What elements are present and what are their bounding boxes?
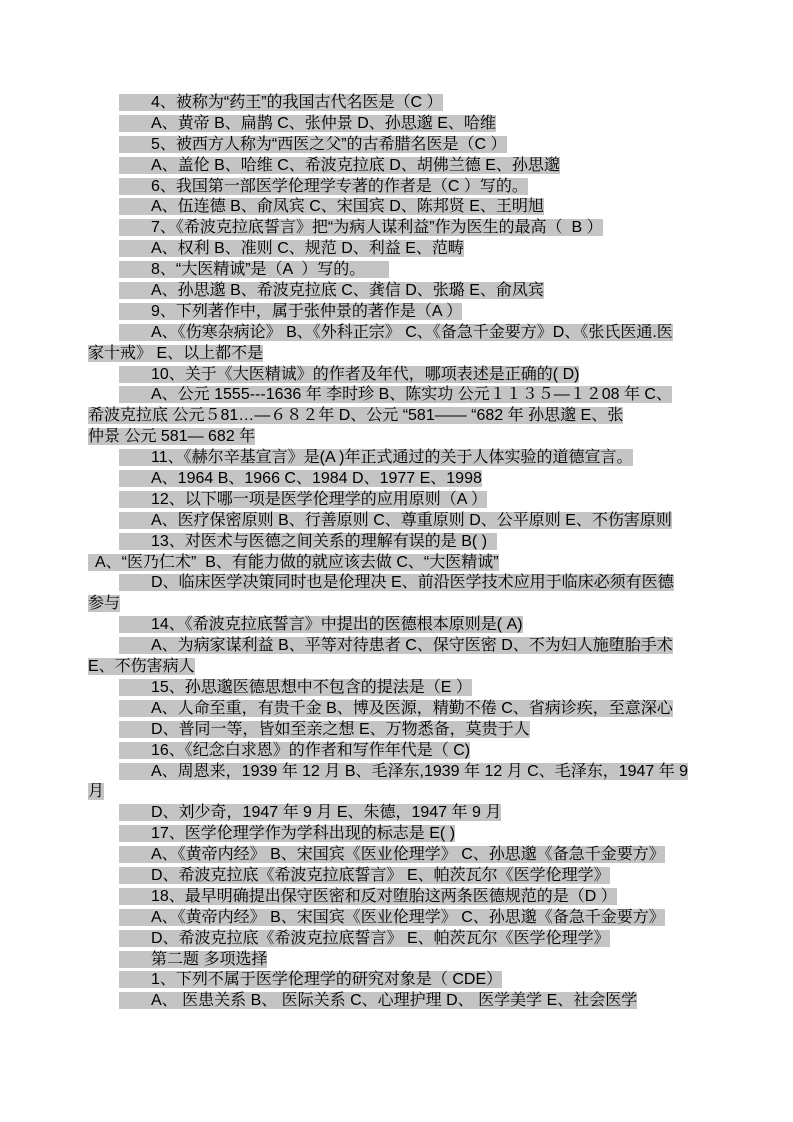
text-line: [88, 720, 718, 741]
text-line: [88, 365, 718, 386]
text-line: [88, 887, 718, 908]
highlighted-text: A、 医患关系 B、 医际关系 C、心理护理 D、 医学美学 E、社会医学: [119, 992, 637, 1009]
highlighted-text: 7、《希波克拉底誓言》把“为病人谋利益”作为医生的最高（ B ）: [119, 219, 603, 236]
highlighted-text: A、黄帝 B、扁鹊 C、张仲景 D、孙思邈 E、哈维: [119, 115, 496, 132]
text-line: [88, 406, 718, 427]
highlighted-text: A、1964 B、1966 C、1984 D、1977 E、1998: [119, 470, 482, 487]
highlighted-text: 月: [88, 783, 105, 801]
text-line: [88, 594, 718, 615]
text-line: [88, 741, 718, 762]
highlighted-text: D、希波克拉底《希波克拉底誓言》 E、帕茨瓦尔《医学伦理学》: [119, 867, 610, 884]
highlighted-text: 希波克拉底 公元５81…—６８２年 D、公元 “581—— “682 年 孙思邈 E、张: [88, 407, 624, 425]
highlighted-text: A、伍连德 B、俞凤宾 C、宋国宾 D、陈邦贤 E、王明旭: [119, 198, 544, 215]
highlighted-text: A、《黄帝内经》 B、宋国宾《医业伦理学》 C、孙思邈《备急千金要方》: [119, 909, 665, 926]
highlighted-text: A、盖伦 B、哈维 C、希波克拉底 D、胡佛兰德 E、孙思邈: [119, 157, 560, 174]
highlighted-text: A、“医乃仁术” B、有能力做的就应该去做 C、“大医精诚”: [88, 554, 499, 571]
text-line: [88, 323, 718, 344]
text-line: [88, 845, 718, 866]
highlighted-text: A、《伤寒杂病论》 B、《外科正宗》 C、《备急千金要方》D、《张氏医通.医: [119, 324, 673, 341]
text-line: [88, 678, 718, 699]
text-line: [88, 469, 718, 490]
highlighted-text: D、希波克拉底《希波克拉底誓言》 E、帕茨瓦尔《医学伦理学》: [119, 930, 610, 947]
text-line: [88, 991, 718, 1012]
highlighted-text: A、《黄帝内经》 B、宋国宾《医业伦理学》 C、孙思邈《备急千金要方》: [119, 846, 665, 863]
text-line: [88, 427, 718, 448]
highlighted-text: 8、“大医精诚”是（A ）写的。: [119, 261, 389, 278]
text-line: [88, 803, 718, 824]
text-line: [88, 281, 718, 302]
highlighted-text: A、公元 1555---1636 年 李时珍 B、陈实功 公元１１３５—１２08 年 C、: [119, 386, 672, 403]
text-line: [88, 636, 718, 657]
highlighted-text: 第二题 多项选择: [119, 951, 267, 968]
highlighted-text: D、临床医学决策同时也是伦理决 E、前沿医学技术应用于临床必须有医德: [119, 574, 674, 591]
text-line: [88, 260, 718, 281]
text-line: [88, 448, 718, 469]
text-line: [88, 950, 718, 971]
highlighted-text: A、权利 B、准则 C、规范 D、利益 E、范畴: [119, 240, 464, 257]
text-line: [88, 135, 718, 156]
text-line: [88, 197, 718, 218]
text-line: [88, 156, 718, 177]
highlighted-text: A、人命至重，有贵千金 B、博及医源，精勤不倦 C、省病诊疾，至意深心: [119, 700, 673, 717]
highlighted-text: D、普同一等，皆如至亲之想 E、万物悉备，莫贵于人: [119, 721, 530, 738]
text-line: [88, 114, 718, 135]
highlighted-text: A、为病家谋利益 B、平等对待患者 C、保守医密 D、不为妇人施堕胎手术: [119, 637, 673, 654]
highlighted-text: 9、下列著作中，属于张仲景的著作是（A ）: [119, 303, 462, 320]
highlighted-text: D、刘少奇，1947 年 9 月 E、朱德，1947 年 9 月: [119, 804, 501, 821]
text-line: [88, 615, 718, 636]
text-line: [88, 553, 718, 574]
highlighted-text: 13、对医术与医德之间关系的理解有误的是 B( ): [119, 533, 497, 550]
highlighted-text: 家十戒》 E、以上都不是: [88, 344, 264, 362]
highlighted-text: 16、《纪念白求恩》的作者和写作年代是（ C): [119, 742, 470, 759]
text-line: [88, 762, 718, 783]
text-line: [88, 573, 718, 594]
highlighted-text: 18、最早明确提出保守医密和反对堕胎这两条医德规范的是（D ）: [119, 888, 617, 905]
text-line: [88, 302, 718, 323]
text-line: [88, 532, 718, 553]
highlighted-text: 5、被西方人称为“西医之父”的古希腊名医是（C ）: [119, 136, 507, 153]
question-text-block: [88, 93, 718, 1012]
text-line: [88, 782, 718, 803]
text-line: [88, 866, 718, 887]
text-line: [88, 239, 718, 260]
text-line: [88, 511, 718, 532]
highlighted-text: A、医疗保密原则 B、行善原则 C、尊重原则 D、公平原则 E、不伤害原则: [119, 512, 672, 529]
highlighted-text: 仲景 公元 581— 682 年: [88, 428, 256, 446]
text-line: [88, 344, 718, 365]
text-line: [88, 385, 718, 406]
text-line: [88, 657, 718, 678]
text-line: [88, 177, 718, 198]
text-line: [88, 929, 718, 950]
highlighted-text: 11、《赫尔辛基宣言》是(A )年正式通过的关于人体实验的道德宣言。: [119, 449, 633, 466]
text-line: [88, 908, 718, 929]
highlighted-text: 1、下列不属于医学伦理学的研究对象是（ CDE）: [119, 971, 502, 988]
text-line: [88, 490, 718, 511]
text-line: [88, 218, 718, 239]
highlighted-text: 14、《希波克拉底誓言》中提出的医德根本原则是( A): [119, 616, 523, 633]
highlighted-text: 15、孙思邈医德思想中不包含的提法是（E ）: [119, 679, 472, 696]
text-line: [88, 93, 718, 114]
highlighted-text: E、不伤害病人: [88, 658, 195, 676]
highlighted-text: 4、被称为“药王”的我国古代名医是（C ）: [119, 94, 443, 111]
highlighted-text: 参与: [88, 595, 121, 613]
highlighted-text: 6、我国第一部医学伦理学专著的作者是（C ）写的。: [119, 178, 528, 195]
text-line: [88, 699, 718, 720]
highlighted-text: A、孙思邈 B、希波克拉底 C、龚信 D、张璐 E、俞凤宾: [119, 282, 544, 299]
text-line: [88, 824, 718, 845]
text-line: [88, 970, 718, 991]
highlighted-text: A、周恩来，1939 年 12 月 B、毛泽东,1939 年 12 月 C、毛泽东，1947 年 9: [119, 763, 688, 780]
highlighted-text: 17、医学伦理学作为学科出现的标志是 E( ): [119, 825, 455, 842]
highlighted-text: 12、以下哪一项是医学伦理学的应用原则（A ）: [119, 491, 487, 508]
highlighted-text: 10、关于《大医精诚》的作者及年代，哪项表述是正确的( D): [119, 366, 579, 383]
